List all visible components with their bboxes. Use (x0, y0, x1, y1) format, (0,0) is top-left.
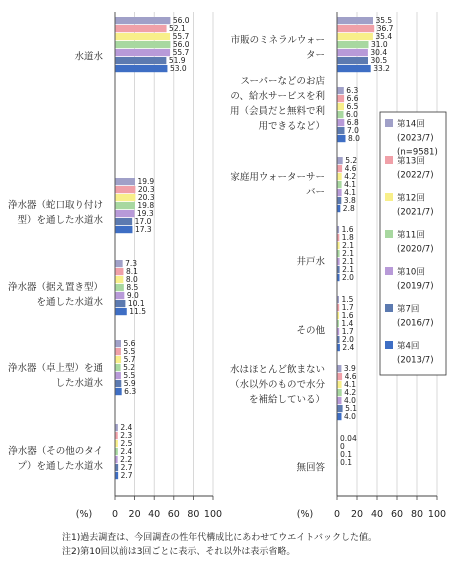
panel1-value-label: 9.0 (126, 291, 139, 301)
panel1-bar-第4回 (116, 472, 119, 479)
panel2-tick-label: 100 (427, 509, 447, 520)
legend-sublabel: (2016/7) (397, 318, 434, 329)
panel1-value-label: 17.0 (134, 217, 152, 227)
legend-sublabel: (n=9581) (397, 147, 438, 158)
panel2-bar-第4回 (338, 205, 341, 212)
panel1-bar-第10回 (116, 49, 171, 56)
panel1-value-label: 2.4 (120, 423, 133, 433)
panel2-value-label: 0 (340, 442, 345, 452)
panel1-tick-label: 0 (111, 509, 119, 520)
panel1-bar-第12回 (116, 356, 122, 363)
panel1-bar-第12回 (116, 33, 171, 40)
panel2-value-label: 5.2 (345, 156, 358, 166)
panel2-bar-第14回 (338, 87, 344, 94)
panel2-value-label: 4.2 (344, 388, 357, 398)
panel1-value-label: 6.3 (124, 387, 137, 397)
panel2-bar-第13回 (338, 304, 340, 311)
panel2-category-label: の、給水サービスを利 (230, 91, 325, 102)
panel2-category-label: 水はほとんど飲まない (229, 364, 325, 376)
panel2-value-label: 2.1 (342, 265, 355, 275)
panel2-value-label: 1.6 (341, 225, 354, 235)
panel1-bar-第10回 (116, 210, 135, 217)
panel1-value-label: 53.0 (169, 64, 187, 74)
panel2-bar-第10回 (338, 119, 345, 126)
panel1-value-label: 5.2 (123, 363, 136, 373)
panel2-value-label: 30.5 (370, 56, 388, 66)
legend-swatch-第10回 (385, 267, 393, 275)
footnote: 注2)第10回以前は3回ごとに表示、それ以外は表示省略。 (62, 547, 296, 557)
panel2-bar-第13回 (338, 25, 375, 32)
panel2-unit-label: (%) (296, 509, 314, 520)
legend-sublabel: (2013/7) (397, 355, 434, 366)
panel2-value-label: 4.0 (344, 412, 356, 422)
panel2-value-label: 2.0 (342, 273, 354, 283)
panel1-value-label: 2.5 (120, 439, 133, 449)
panel2-category-label: （水以外のもので水分 (229, 379, 325, 391)
panel1-value-label: 10.1 (127, 299, 145, 309)
panel2-category-label: バー (305, 187, 325, 198)
panel2-category-label: 用（会員だと無料で利 (229, 106, 325, 117)
panel1-value-label: 8.1 (125, 267, 138, 277)
panel2-bar-第7回 (338, 266, 340, 273)
panel2-value-label: 1.4 (341, 319, 354, 329)
panel1-value-label: 20.3 (137, 185, 155, 195)
panel2-bar-第12回 (338, 33, 373, 40)
panel2-bar-第4回 (338, 135, 346, 142)
panel2-value-label: 2.1 (342, 249, 355, 259)
panel1-category-label: 浄水器（卓上型）を通 (7, 363, 103, 374)
legend-swatch-第7回 (385, 304, 393, 312)
legend-swatch-第12回 (385, 193, 393, 201)
panel1-category-label: 浄水器（その他のタイ (8, 446, 103, 457)
panel2-bar-第4回 (338, 344, 340, 351)
panel1-bar-第11回 (116, 41, 171, 48)
legend-sublabel: (2022/7) (397, 170, 434, 181)
panel2-value-label: 2.1 (342, 241, 355, 251)
panel2-value-label: 3.9 (343, 364, 356, 374)
panel2-bar-第10回 (338, 189, 342, 196)
panel1-value-label: 5.9 (123, 379, 136, 389)
panel2-value-label: 4.6 (344, 164, 357, 174)
panel2-value-label: 4.1 (344, 188, 357, 198)
panel1-value-label: 2.2 (120, 455, 133, 465)
panel2-bar-第7回 (338, 57, 369, 64)
panel2-value-label: 6.0 (346, 110, 358, 120)
panel2-bar-第13回 (338, 165, 343, 172)
panel1-value-label: 11.5 (129, 307, 146, 317)
legend-swatch-第11回 (385, 230, 393, 238)
panel1-value-label: 5.5 (123, 347, 136, 357)
panel2-bar-第14回 (338, 157, 343, 164)
panel1-bar-第11回 (116, 284, 124, 291)
panel2-bar-第7回 (338, 197, 342, 204)
panel2-bar-第11回 (338, 181, 342, 188)
panel2-bar-第10回 (338, 397, 342, 404)
panel1-bar-第13回 (116, 432, 118, 439)
panel1-bar-第11回 (116, 448, 118, 455)
panel2-category-label: 井戸水 (296, 256, 325, 268)
panel1-bar-第7回 (116, 218, 133, 225)
panel2-value-label: 4.1 (344, 380, 357, 390)
panel2-category-label: ター (305, 50, 325, 61)
panel2-tick-label: 0 (333, 509, 341, 520)
panel1-bar-第13回 (116, 25, 167, 32)
panel1-bar-第4回 (116, 308, 127, 315)
panel2-value-label: 6.6 (346, 94, 359, 104)
panel1-bar-第4回 (116, 65, 168, 72)
panel2-value-label: 1.8 (341, 233, 354, 243)
panel2-value-label: 2.8 (342, 204, 355, 214)
panel2-value-label: 35.5 (375, 16, 393, 26)
panel1-value-label: 8.5 (126, 283, 139, 293)
legend-sublabel: (2019/7) (397, 281, 434, 292)
panel1-bar-第14回 (116, 260, 123, 267)
panel2-value-label: 36.7 (376, 24, 394, 34)
legend-label: 第13回 (397, 156, 425, 167)
panel1-bar-第12回 (116, 276, 124, 283)
panel1-value-label: 5.6 (123, 339, 136, 349)
panel2-tick-label: 20 (350, 509, 364, 520)
panel1-bar-第10回 (116, 456, 118, 463)
panel2-value-label: 0.04 (340, 434, 357, 444)
panel1-value-label: 55.7 (172, 48, 190, 58)
panel1-tick-label: 100 (203, 509, 223, 520)
panel2-category-label: その他 (296, 325, 325, 337)
panel2-value-label: 33.2 (373, 64, 390, 74)
footnote: 注1)過去調査は、今回調査の性年代構成比にあわせてウエイトバックした値。 (62, 533, 378, 543)
panel2-category-label: 家庭用ウォーターサー (230, 172, 325, 183)
panel2-bar-第13回 (338, 95, 345, 102)
panel1-category-label: した水道水 (55, 378, 103, 389)
panel1-bar-第10回 (116, 372, 121, 379)
panel1-value-label: 2.3 (120, 431, 133, 441)
panel2-value-label: 6.5 (346, 102, 359, 112)
panel2-value-label: 3.8 (343, 196, 356, 206)
panel1-tick-label: 60 (167, 509, 180, 520)
panel1-bar-第14回 (116, 17, 171, 24)
panel2-value-label: 7.0 (347, 126, 359, 136)
panel1-value-label: 51.9 (168, 56, 186, 66)
legend-label: 第10回 (397, 267, 425, 278)
panel1-bar-第14回 (116, 340, 121, 347)
panel2-value-label: 30.4 (370, 48, 388, 58)
panel1-value-label: 52.1 (169, 24, 186, 34)
panel1-value-label: 19.3 (136, 209, 154, 219)
legend-sublabel: (2023/7) (397, 133, 434, 144)
panel1-bar-第14回 (116, 178, 136, 185)
panel2-bar-第4回 (338, 274, 340, 281)
panel1-category-label: 浄水器（据え置き型） (7, 282, 103, 293)
panel2-bar-第14回 (338, 226, 340, 233)
panel2-bar-第11回 (338, 41, 369, 48)
panel2-bar-第12回 (338, 242, 340, 249)
panel1-category-label: 水道水 (74, 51, 103, 63)
panel1-bar-第12回 (116, 194, 136, 201)
panel1-value-label: 5.7 (123, 355, 136, 365)
panel2-value-label: 4.2 (344, 172, 357, 182)
panel2-tick-label: 60 (390, 509, 404, 520)
panel1-value-label: 19.9 (137, 177, 155, 187)
panel2-bar-第10回 (338, 328, 340, 335)
panel2-value-label: 2.1 (342, 257, 355, 267)
legend-sublabel: (2020/7) (397, 244, 434, 255)
panel1-bar-第11回 (116, 364, 121, 371)
panel1-value-label: 2.4 (120, 447, 133, 457)
legend-swatch-第4回 (385, 341, 393, 349)
panel1-bar-第13回 (116, 348, 121, 355)
panel2-value-label: 0.1 (340, 458, 353, 468)
panel1-value-label: 55.7 (172, 32, 190, 42)
panel1-value-label: 2.7 (120, 463, 133, 473)
panel1-bar-第10回 (116, 292, 125, 299)
panel2-bar-第10回 (338, 49, 368, 56)
panel2-value-label: 1.7 (341, 327, 354, 337)
legend-label: 第7回 (397, 304, 420, 315)
panel1-bar-第7回 (116, 57, 167, 64)
panel2-value-label: 4.1 (344, 180, 357, 190)
panel2-tick-label: 80 (410, 509, 424, 520)
panel2-value-label: 1.5 (341, 295, 354, 305)
panel1-value-label: 5.5 (123, 371, 136, 381)
panel1-unit-label: (%) (75, 509, 93, 520)
panel1-value-label: 20.3 (137, 193, 155, 203)
panel2-value-label: 5.1 (345, 404, 358, 414)
panel2-value-label: 35.4 (375, 32, 393, 42)
panel1-bar-第4回 (116, 226, 133, 233)
legend-label: 第12回 (397, 193, 425, 204)
panel1-value-label: 19.8 (137, 201, 155, 211)
panel2-category-label: 用できるなど） (258, 121, 325, 132)
panel2-bar-第7回 (338, 405, 343, 412)
panel1-bar-第7回 (116, 464, 119, 471)
panel2-value-label: 6.3 (346, 86, 359, 96)
panel2-bar-第12回 (338, 381, 342, 388)
panel2-bar-第7回 (338, 336, 340, 343)
panel1-bar-第4回 (116, 388, 122, 395)
panel2-bar-第14回 (338, 17, 374, 24)
panel2-value-label: 31.0 (371, 40, 388, 50)
panel1-bar-第7回 (116, 380, 122, 387)
panel2-category-label: スーパーなどのお店 (240, 76, 325, 87)
panel2-bar-第11回 (338, 250, 340, 257)
legend-label: 第14回 (397, 119, 425, 130)
panel2-bar-第11回 (338, 320, 339, 327)
legend-label: 第11回 (397, 230, 425, 241)
panel2-value-label: 2.4 (342, 343, 355, 353)
panel2-value-label: 0.1 (340, 450, 353, 460)
panel1-value-label: 7.3 (125, 259, 138, 269)
panel1-category-label: 浄水器（蛇口取り付け (7, 200, 103, 211)
panel1-value-label: 8.0 (125, 275, 138, 285)
panel2-bar-第4回 (338, 413, 342, 420)
panel1-value-label: 56.0 (172, 40, 190, 50)
panel2-bar-第12回 (338, 103, 345, 110)
panel2-bar-第12回 (338, 312, 340, 319)
panel1-value-label: 2.7 (120, 471, 133, 481)
panel2-value-label: 2.0 (342, 335, 354, 345)
panel2-bar-第7回 (338, 127, 345, 134)
panel1-tick-label: 20 (128, 509, 141, 520)
panel2-bar-第14回 (338, 365, 342, 372)
panel1-bar-第11回 (116, 202, 135, 209)
panel2-bar-第11回 (338, 389, 342, 396)
panel1-bar-第14回 (116, 424, 118, 431)
panel2-value-label: 1.7 (341, 303, 354, 313)
panel2-bar-第13回 (338, 373, 343, 380)
panel2-bar-第14回 (338, 296, 340, 303)
panel1-value-label: 56.0 (172, 16, 190, 26)
panel2-bar-第12回 (338, 173, 342, 180)
panel1-bar-第13回 (116, 268, 124, 275)
panel1-bar-第12回 (116, 440, 118, 447)
panel1-value-label: 17.3 (134, 225, 152, 235)
panel2-category-label: 無回答 (296, 462, 325, 474)
panel1-tick-label: 40 (148, 509, 161, 520)
panel1-category-label: を通した水道水 (36, 297, 103, 308)
panel2-value-label: 4.6 (344, 372, 357, 382)
panel2-category-label: を補給している） (248, 394, 325, 406)
panel2-bar-第10回 (338, 258, 340, 265)
legend-sublabel: (2021/7) (397, 207, 434, 218)
panel2-value-label: 1.6 (341, 311, 354, 321)
panel2-bar-第11回 (338, 111, 344, 118)
panel1-bar-第13回 (116, 186, 136, 193)
panel1-category-label: 型）を通した水道水 (17, 215, 103, 226)
panel2-bar-第13回 (338, 234, 340, 241)
legend-swatch-第14回 (385, 119, 393, 127)
panel2-bar-第4回 (338, 65, 371, 72)
panel2-tick-label: 40 (370, 509, 384, 520)
panel2-value-label: 6.8 (346, 118, 359, 128)
panel2-value-label: 4.0 (344, 396, 356, 406)
panel1-bar-第7回 (116, 300, 126, 307)
panel2-value-label: 8.0 (348, 134, 360, 144)
legend-label: 第4回 (397, 341, 420, 352)
panel1-tick-label: 80 (187, 509, 200, 520)
legend-swatch-第13回 (385, 156, 393, 164)
panel2-category-label: 市販のミネラルウォー (230, 35, 325, 46)
panel1-category-label: プ）を通した水道水 (17, 461, 103, 472)
